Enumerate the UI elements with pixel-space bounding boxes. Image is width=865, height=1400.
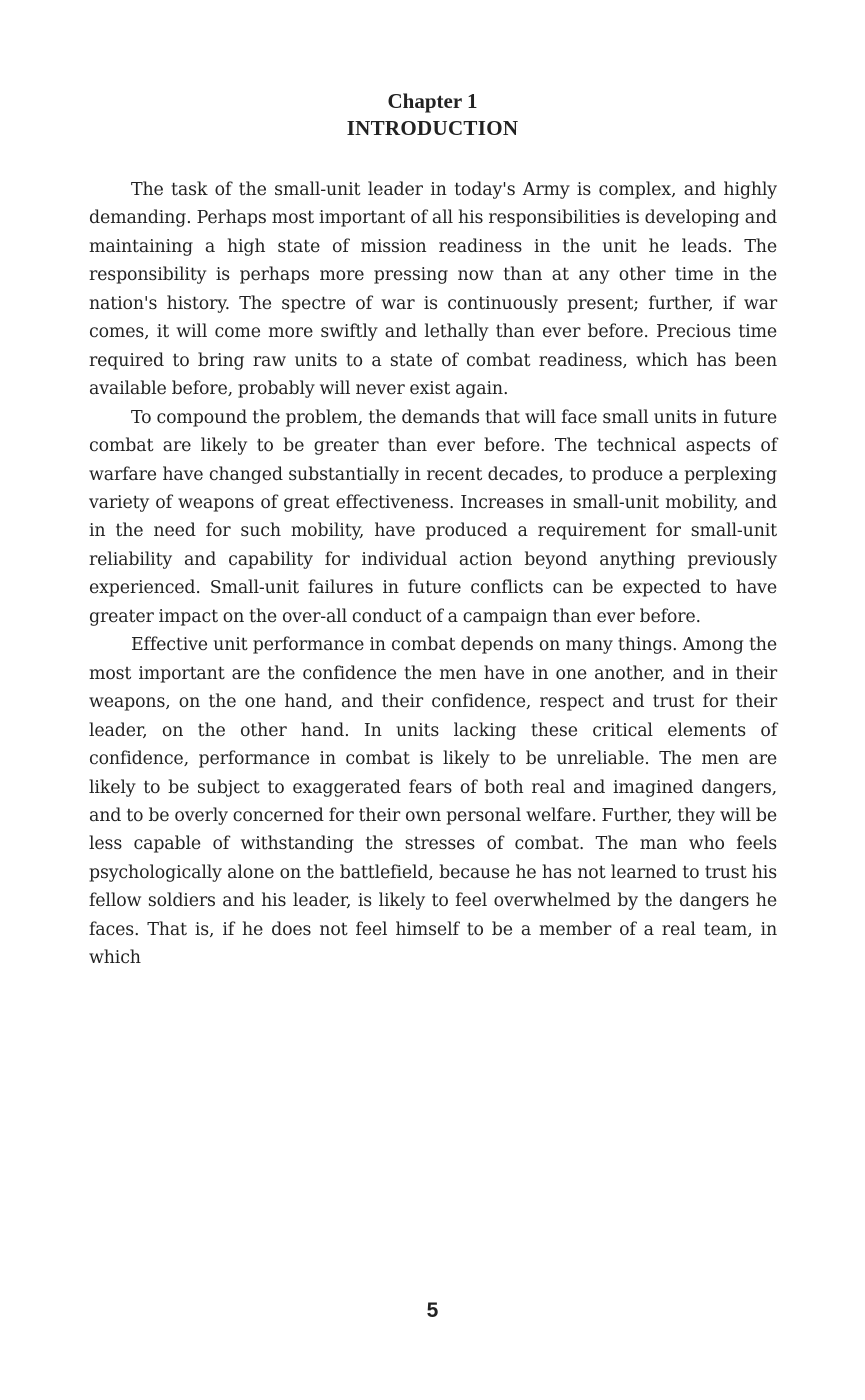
chapter-title: INTRODUCTION: [346, 116, 519, 140]
paragraph-1: The task of the small-unit leader in today's Army is complex, and highly demanding. Perhaps most important of all his responsibilities is developing and maintaining a high state of mission readiness in the unit he leads. The responsibility is perhaps more pressing now than at any other time in the nation's history. The spectre of war is continuously present; further, if war comes, it will come more swiftly and lethally than ever before. Precious time required to bring raw units to a state of combat readiness, which has been available before, probably will never exist again.: [89, 180, 777, 400]
chapter-heading: [0, 88, 865, 142]
page-number: 5: [426, 1299, 439, 1322]
paragraph-2: To compound the problem, the demands that will face small units in future combat are likely to be greater than ever before. The technical aspects of warfare have changed substantially in recent decades, to produce a perplexing variety of weapons of great effectiveness. Increases in small-unit mobility, and in the need for such mobility, have produced a requirement for small-unit reliability and capability for individual action beyond anything previously experienced. Small-unit failures in future conflicts can be expected to have greater impact on the over-all conduct of a campaign than ever before.: [89, 407, 777, 627]
chapter-label: Chapter 1: [387, 89, 478, 113]
body-text: [89, 176, 777, 973]
paragraph-3: Effective unit performance in combat depends on many things. Among the most important are the confidence the men have in one another, and in their weapons, on the one hand, and their confidence, respect and trust for their leader, on the other hand. In units lacking these critical elements of confidence, performance in combat is likely to be unreliable. The men are likely to be subject to exaggerated fears of both real and imagined dangers, and to be overly concerned for their own personal welfare. Further, they will be less capable of withstanding the stresses of combat. The man who feels psychologically alone on the battlefield, because he has not learned to trust his fellow soldiers and his leader, is likely to feel overwhelmed by the dangers he faces. That is, if he does not feel himself to be a member of a real team, in which: [89, 635, 777, 969]
